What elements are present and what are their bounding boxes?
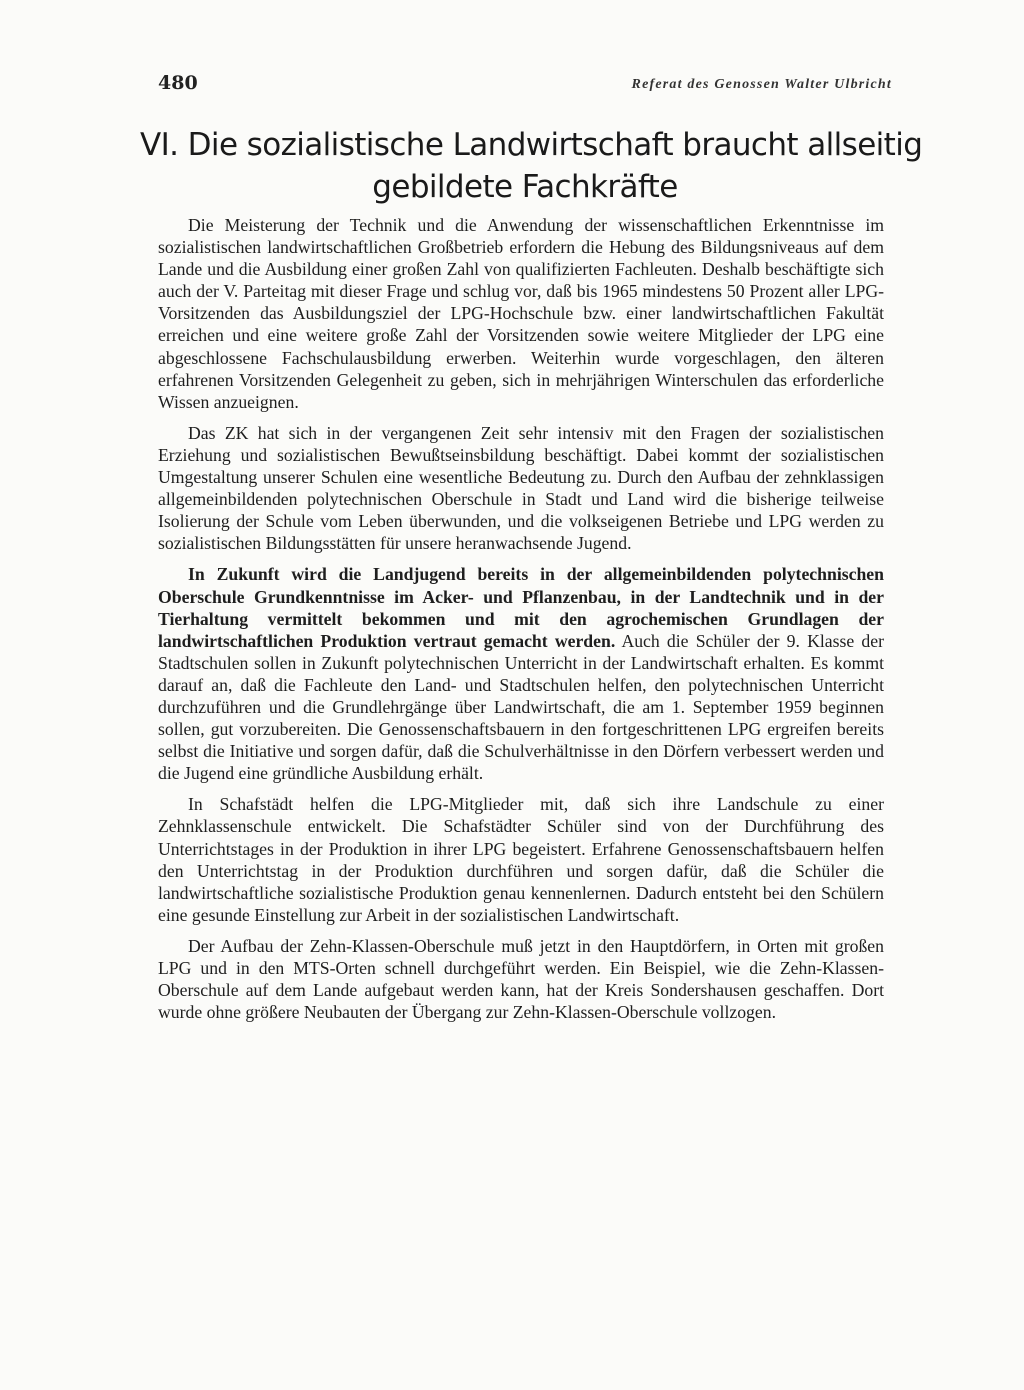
paragraph-4: In Schafstädt helfen die LPG-Mitglieder mit, daß sich ihre Landschule zu einer Zehnklassenschule entwickelt. Die Schafstädter Schüler sind von der Durchführung des Unterrichtstages in der Produktion in ihrer LPG begeistert. Erfahrene Genossenschaftsbauern helfen den Unterrichtstag in der Produktion durchführen und sorgen dafür, daß die Schüler die landwirtschaftliche sozialistische Produktion genau kennenlernen. Dadurch entsteht bei den Schülern eine gesunde Einstellung zur Arbeit in der sozialistischen Landwirtschaft. <box>158 794 884 925</box>
page-number: 480 <box>158 72 198 94</box>
section-heading-line-1: VI. Die sozialistische Landwirtschaft braucht allseitig <box>140 127 923 163</box>
paragraph-5: Der Aufbau der Zehn-Klassen-Oberschule muß jetzt in den Hauptdörfern, in Orten mit großen LPG und in den MTS-Orten schnell durchgeführt werden. Ein Beispiel, wie die Zehn-Klassen-Oberschule auf dem Lande aufgebaut werden kann, hat der Kreis Sondershausen geschaffen. Dort wurde ohne größere Neubauten der Übergang zur Zehn-Klassen-Oberschule vollzogen. <box>158 935 884 1023</box>
paragraph-3-bold-lead: In Zukunft wird die Landjugend bereits in der allgemeinbildenden polytechnischen Oberschule Grundkenntnisse im Acker- und Pflanzenbau, in der Landtechnik und in der Tierhaltung vermittelt bekommen und mit den agrochemischen Grundlagen der landwirtschaftlichen Produktion vertraut gemacht werden. <box>158 564 884 651</box>
running-header <box>158 72 892 102</box>
body-text <box>158 214 884 1032</box>
paragraph-1: Die Meisterung der Technik und die Anwendung der wissenschaftlichen Erkenntnisse im sozialistischen landwirtschaftlichen Großbetrieb erfordern die Hebung des Bildungsniveaus auf dem Lande und die Ausbildung einer großen Zahl von qualifizierten Fachleuten. Deshalb beschäftigte sich auch der V. Parteitag mit dieser Frage und schlug vor, daß bis 1965 mindestens 50 Prozent aller LPG-Vorsitzenden das Ausbildungsziel der LPG-Hochschule bzw. einer landwirtschaftlichen Fakultät erreichen und eine weitere große Zahl der Vorsitzenden sowie weitere Mitglieder der LPG eine abgeschlossene Fachschulausbildung erwerben. Weiterhin wurde vorgeschlagen, den älteren erfahrenen Vorsitzenden Gelegenheit zu geben, sich in mehrjährigen Winterschulen das erforderliche Wissen anzueignen. <box>158 215 884 412</box>
running-header-title: Referat des Genossen Walter Ulbricht <box>631 77 892 92</box>
paragraph-3-text: Auch die Schüler der 9. Klasse der Stadtschulen sollen in Zukunft polytechnischen Unterricht in der Landwirtschaft erhalten. Es kommt darauf an, daß die Fachleute den Land- und Stadtschulen helfen, den polytechnischen Unterricht durchzuführen und die Grundlehrgänge über Landwirtschaft, die am 1. September 1959 beginnen sollen, gut vorzubereiten. Die Genossenschaftsbauern in den fortgeschrittenen LPG ergreifen bereits selbst die Initiative und sorgen dafür, daß die Schulverhältnisse in den Dörfern verbessert werden und die Jugend eine gründliche Ausbildung erhält. <box>158 630 884 784</box>
paragraph-2: Das ZK hat sich in der vergangenen Zeit sehr intensiv mit den Fragen der sozialistischen Erziehung und sozialistischen Bewußtseinsbildung beschäftigt. Dabei kommt der sozialistischen Umgestaltung unserer Schulen eine wesentliche Bedeutung zu. Durch den Aufbau der zehnklassigen allgemeinbildenden polytechnischen Oberschule in Stadt und Land wird die bisherige teilweise Isolierung der Schule vom Leben überwunden, und die volkseigenen Betriebe und LPG werden zu sozialistischen Bildungsstätten für unsere heranwachsende Jugend. <box>158 422 884 554</box>
section-heading-line-2: gebildete Fachkräfte <box>372 169 678 205</box>
paragraph-3 <box>158 563 884 784</box>
section-heading <box>140 124 923 208</box>
